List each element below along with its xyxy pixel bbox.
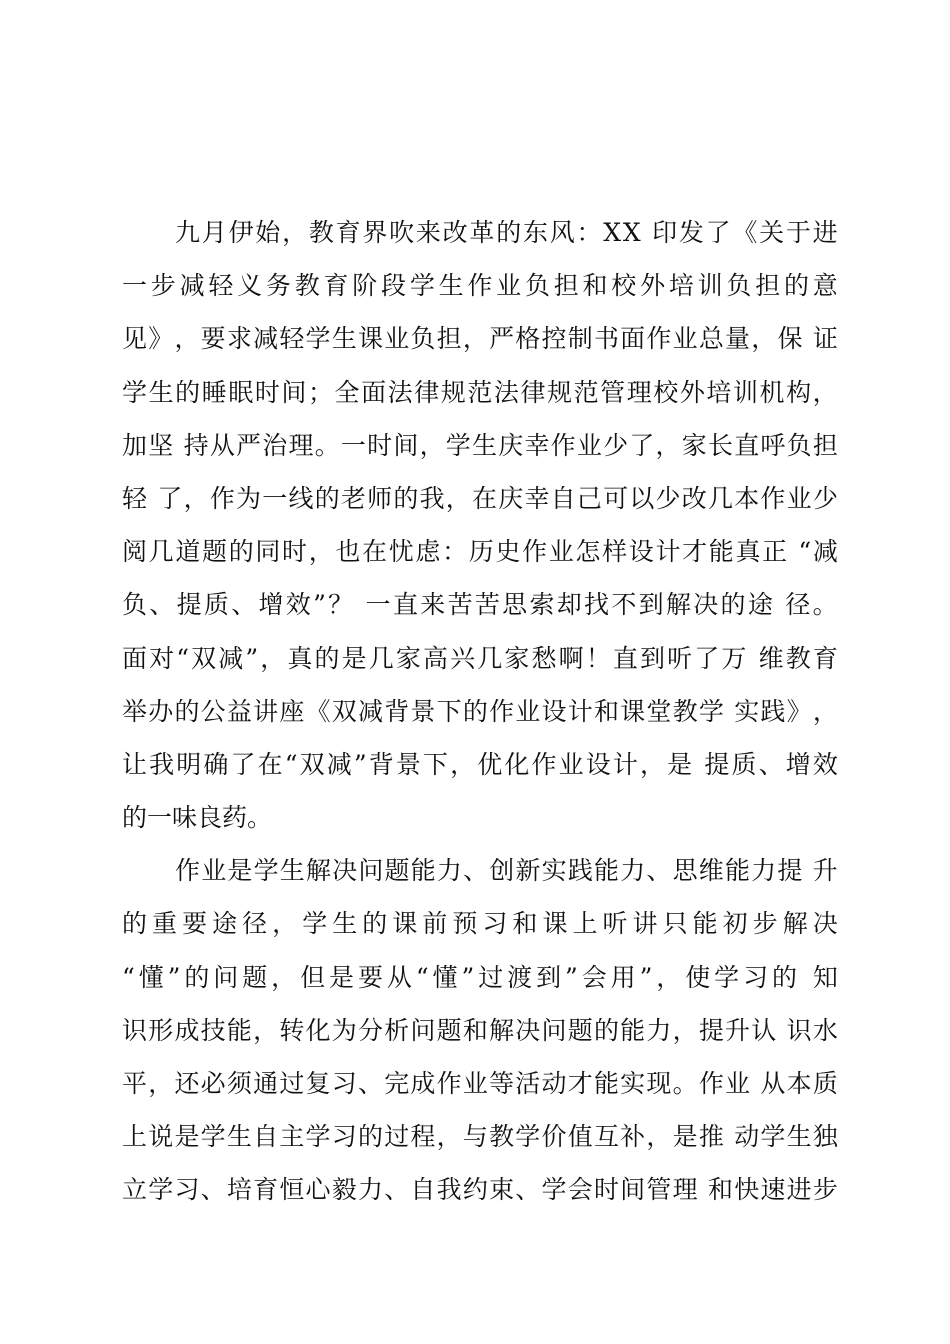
text-line: 学 生 的 睡 眠 时 间 ； 全 面 法 律 规 范 法 律 规 范 管 理 校 外 培 训 机 构 ， bbox=[122, 377, 838, 407]
text-line: 加 坚 持 从 严 治 理 。 一 时 间 ， 学 生 庆 幸 作 业 少 了 ， 家 长 直 呼 负 担 bbox=[122, 430, 838, 460]
text-line: 一 步 减 轻 义 务 教 育 阶 段 学 生 作 业 负 担 和 校 外 培 训 负 担 的 意 bbox=[122, 271, 838, 301]
text-line: 作 业 是 学 生 解 决 问 题 能 力 、 创 新 实 践 能 力 、 思 维 能 力 提 升 bbox=[175, 856, 838, 886]
text-line: 九 月 伊 始 ， 教 育 界 吹 来 改 革 的 东 风 ： X X 印 发 了 《 关 于 进 bbox=[175, 218, 838, 247]
paragraph-1 bbox=[122, 206, 838, 844]
text-line: 立 学 习 、 培 育 恒 心 毅 力 、 自 我 约 束 、 学 会 时 间 管 理 和 快 速 进 步 bbox=[122, 1175, 838, 1205]
text-line: 举 办 的 公 益 讲 座 《 双 减 背 景 下 的 作 业 设 计 和 课 堂 教 学 实 践 》 ， bbox=[122, 696, 838, 726]
paragraph-2 bbox=[122, 844, 838, 1216]
text-line: 面 对 “ 双 减 ” ， 真 的 是 几 家 高 兴 几 家 愁 啊 ！ 直 到 听 了 万 维 教 育 bbox=[122, 643, 838, 673]
text-line: 上 说 是 学 生 自 主 学 习 的 过 程 ， 与 教 学 价 值 互 补 ， 是 推 动 学 生 独 bbox=[122, 1122, 838, 1152]
text-line: 让 我 明 确 了 在 “ 双 减 ” 背 景 下 ， 优 化 作 业 设 计 ， 是 提 质 、 增 效 bbox=[122, 749, 838, 779]
document-body bbox=[122, 206, 838, 1217]
text-line: 负 、 提 质 、 增 效 ” ？ 一 直 来 苦 苦 思 索 却 找 不 到 解 决 的 途 径 。 bbox=[122, 590, 838, 620]
text-line: 平 ， 还 必 须 通 过 复 习 、 完 成 作 业 等 活 动 才 能 实 现 。 作 业 从 本 质 bbox=[122, 1069, 838, 1098]
text-line: “ 懂 ” 的 问 题 ， 但 是 要 从 “ 懂 ” 过 渡 到 ” 会 用 ” ， 使 学 习 的 知 bbox=[122, 962, 838, 992]
text-line: 的一味良药。 bbox=[122, 803, 273, 833]
text-line: 识 形 成 技 能 ， 转 化 为 分 析 问 题 和 解 决 问 题 的 能 力 ， 提 升 认 识 水 bbox=[122, 1015, 838, 1045]
text-line: 阅 几 道 题 的 同 时 ， 也 在 忧 虑 ： 历 史 作 业 怎 样 设 计 才 能 真 正 “ 减 bbox=[122, 537, 838, 567]
text-line: 的 重 要 途 径 ， 学 生 的 课 前 预 习 和 课 上 听 讲 只 能 初 步 解 决 bbox=[122, 909, 838, 939]
text-line: 见 》 ， 要 求 减 轻 学 生 课 业 负 担 ， 严 格 控 制 书 面 作 业 总 量 ， 保 证 bbox=[122, 324, 838, 354]
text-line: 轻 了 ， 作 为 一 线 的 老 师 的 我 ， 在 庆 幸 自 己 可 以 少 改 几 本 作 业 少 bbox=[122, 483, 838, 513]
